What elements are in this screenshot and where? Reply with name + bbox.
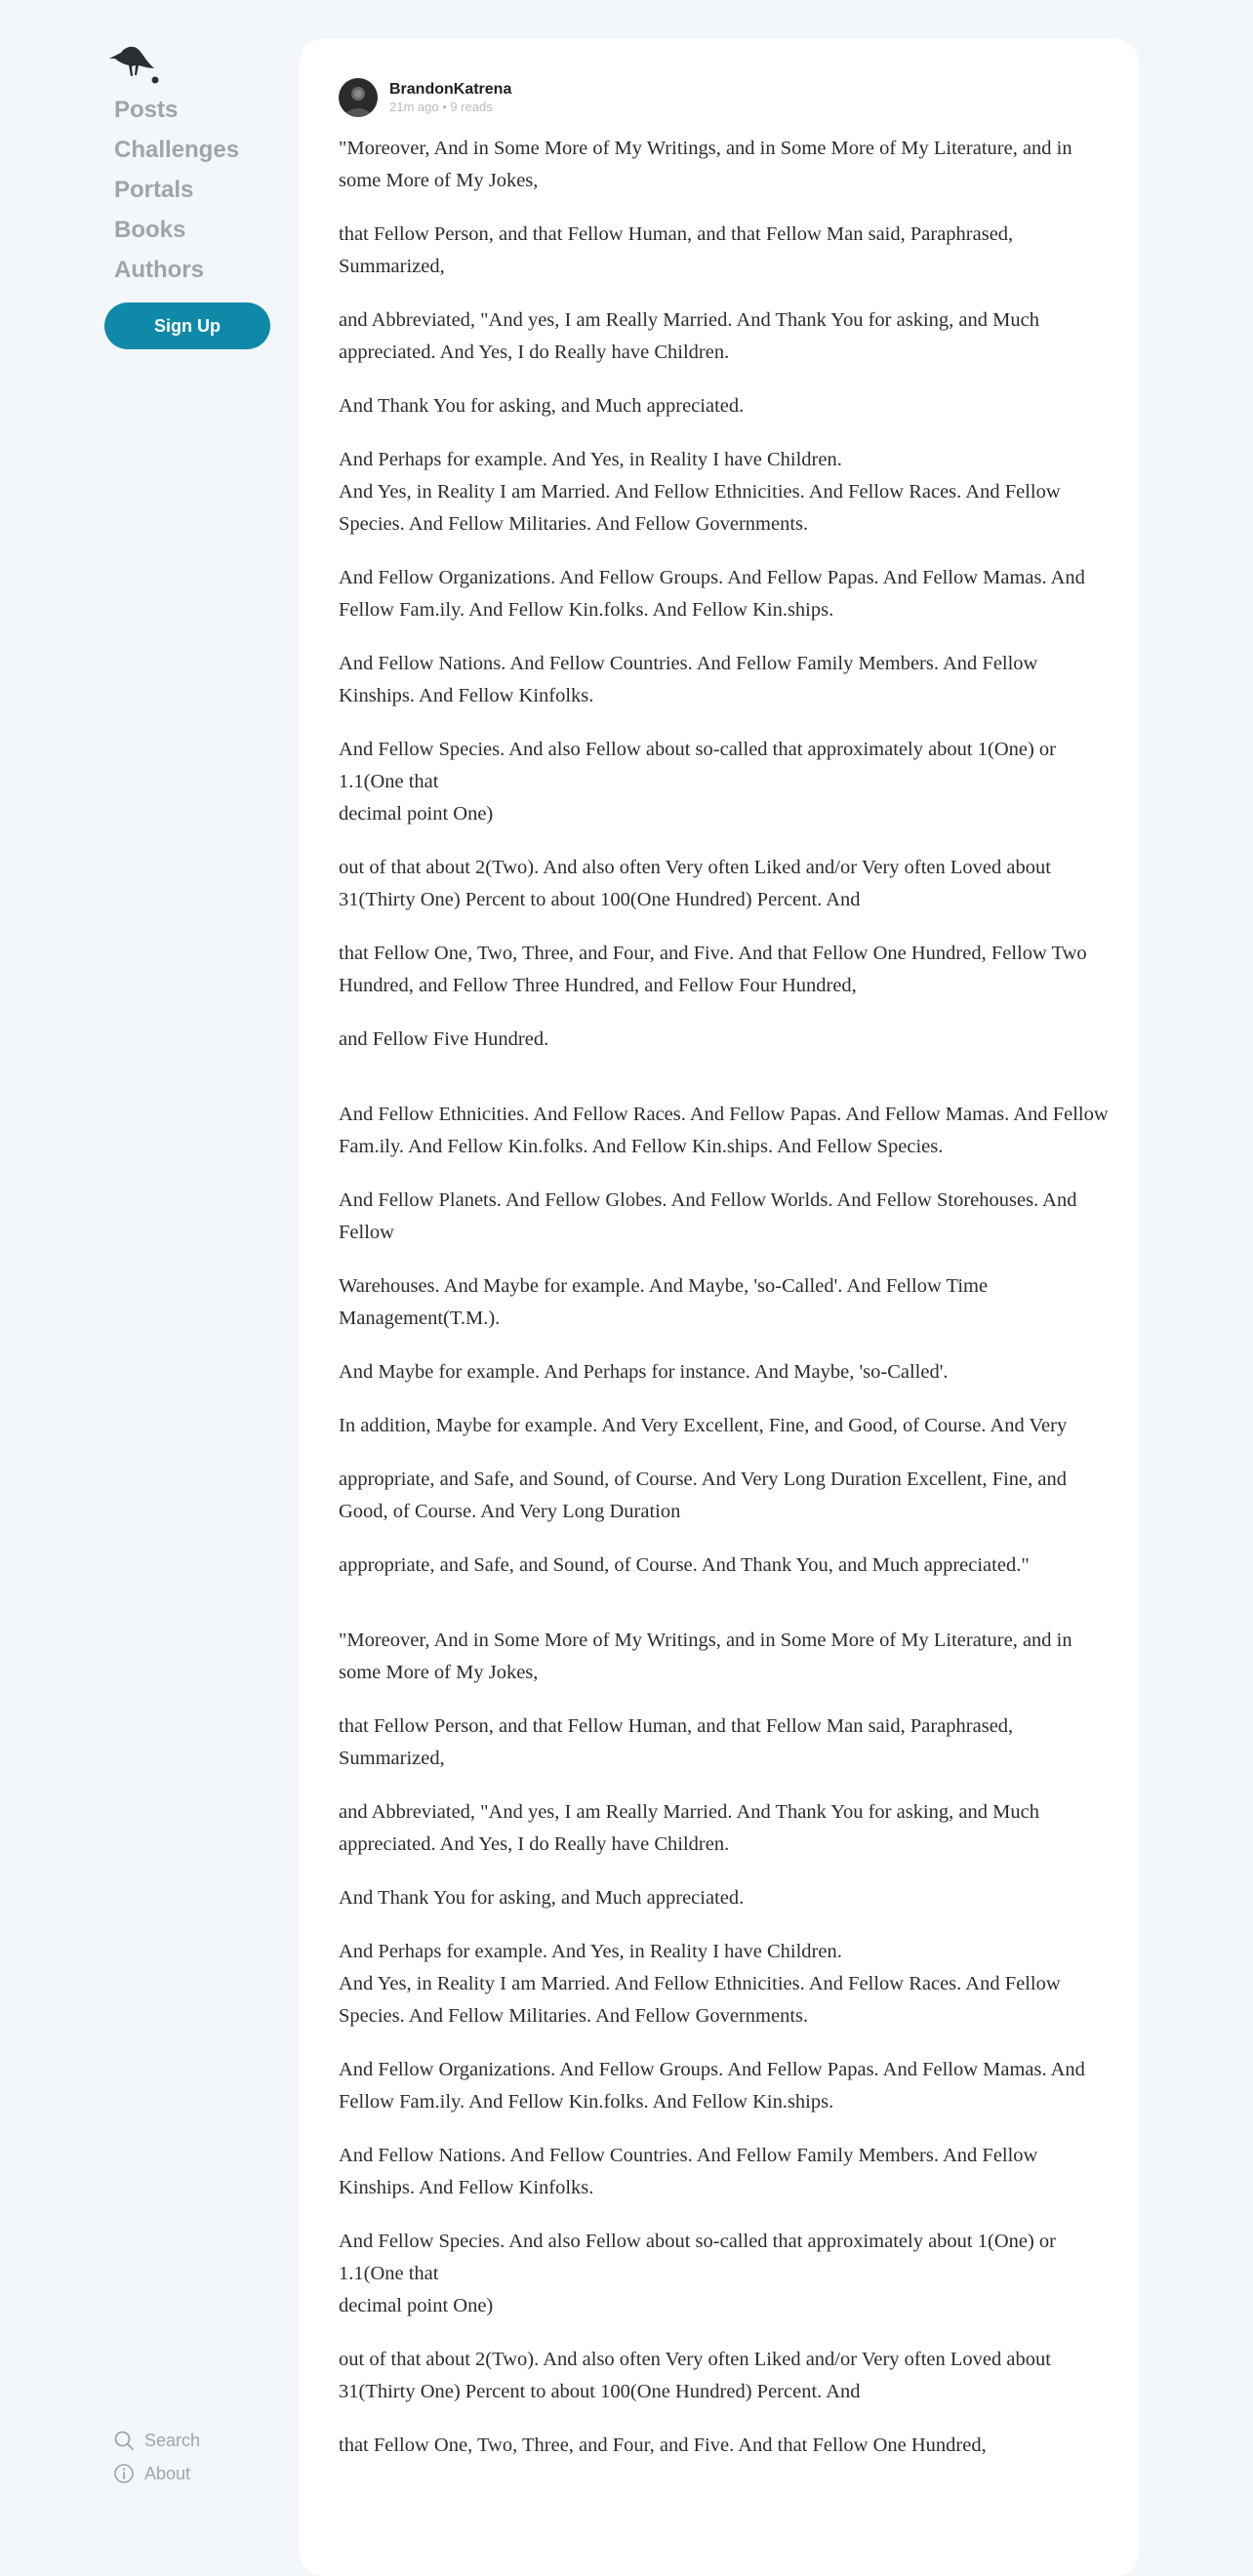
post-card <box>300 39 1139 2576</box>
line: And Fellow Species. And also Fellow about so-called that approximately about 1(One) or 1.1(One that <box>339 739 1056 792</box>
line: decimal point One) <box>339 803 494 825</box>
paragraph: out of that about 2(Two). And also often Very often Liked and/or Very often Loved about 31(Thirty One) Percent to about 100(One Hundred) Percent. And <box>339 857 1051 910</box>
paragraph: that Fellow Person, and that Fellow Human, and that Fellow Man said, Paraphrased, Summarized, <box>339 223 1014 277</box>
about-link[interactable] <box>113 2460 190 2487</box>
post-meta: 21m ago • 9 reads <box>389 100 493 114</box>
paragraph: and Abbreviated, "And yes, I am Really Married. And Thank You for asking, and Much appreciated. And Yes, I do Really have Children. <box>339 309 1039 363</box>
crow-logo-icon[interactable] <box>107 39 162 86</box>
paragraph <box>339 2226 1110 2322</box>
paragraph-spacer <box>339 1077 1110 1099</box>
paragraph: and Fellow Five Hundred. <box>339 1028 549 1050</box>
paragraph: And Fellow Organizations. And Fellow Groups. And Fellow Papas. And Fellow Mamas. And Fellow Fam.ily. And Fellow Kin.folks. And Fellow Kin.ships. <box>339 567 1085 621</box>
paragraph: appropriate, and Safe, and Sound, of Course. And Very Long Duration Excellent, Fine, and Good, of Course. And Very Long Duration <box>339 1469 1067 1522</box>
post-body <box>339 133 1110 2483</box>
paragraph: out of that about 2(Two). And also often Very often Liked and/or Very often Loved about 31(Thirty One) Percent to about 100(One Hundred) Percent. And <box>339 2349 1051 2402</box>
nav-item-books[interactable]: Books <box>114 217 186 243</box>
nav-item-challenges[interactable]: Challenges <box>114 137 240 163</box>
paragraph: that Fellow One, Two, Three, and Four, and Five. And that Fellow One Hundred, <box>339 2435 987 2456</box>
sign-up-button[interactable]: Sign Up <box>104 302 270 349</box>
line: And Perhaps for example. And Yes, in Reality I have Children. <box>339 1941 842 1962</box>
paragraph: Warehouses. And Maybe for example. And Maybe, 'so-Called'. And Fellow Time Management(T.M.). <box>339 1275 989 1329</box>
nav-item-authors[interactable]: Authors <box>114 257 204 283</box>
paragraph: And Fellow Planets. And Fellow Globes. And Fellow Worlds. And Fellow Storehouses. And Fellow <box>339 1189 1077 1243</box>
paragraph <box>339 1936 1110 2033</box>
line: And Perhaps for example. And Yes, in Reality I have Children. <box>339 449 842 470</box>
paragraph: that Fellow Person, and that Fellow Human, and that Fellow Man said, Paraphrased, Summarized, <box>339 1715 1014 1769</box>
nav-item-portals[interactable]: Portals <box>114 177 194 203</box>
info-icon <box>113 2463 135 2484</box>
paragraph: appropriate, and Safe, and Sound, of Course. And Thank You, and Much appreciated." <box>339 1554 1030 1576</box>
paragraph <box>339 734 1110 830</box>
search-icon <box>113 2430 135 2451</box>
paragraph <box>339 444 1110 541</box>
line: And Yes, in Reality I am Married. And Fellow Ethnicities. And Fellow Races. And Fellow Species. And Fellow Militaries. And Fellow Governments. <box>339 481 1061 535</box>
paragraph: "Moreover, And in Some More of My Writings, and in Some More of My Literature, and in some More of My Jokes, <box>339 138 1072 191</box>
paragraph: that Fellow One, Two, Three, and Four, and Five. And that Fellow One Hundred, Fellow Two Hundred, and Fellow Three Hundred, and Fellow Four Hundred, <box>339 943 1087 996</box>
avatar[interactable] <box>339 78 378 117</box>
author-name[interactable]: BrandonKatrena <box>389 81 512 98</box>
paragraph: And Maybe for example. And Perhaps for instance. And Maybe, 'so-Called'. <box>339 1361 949 1383</box>
main-nav <box>114 94 239 294</box>
paragraph: And Fellow Nations. And Fellow Countries. And Fellow Family Members. And Fellow Kinships. And Fellow Kinfolks. <box>339 2145 1038 2198</box>
about-label: About <box>144 2463 191 2483</box>
paragraph: And Fellow Organizations. And Fellow Groups. And Fellow Papas. And Fellow Mamas. And Fellow Fam.ily. And Fellow Kin.folks. And Fellow Kin.ships. <box>339 2059 1085 2113</box>
sidebar <box>0 0 293 2506</box>
search-label: Search <box>144 2430 201 2450</box>
nav-item-posts[interactable]: Posts <box>114 97 179 123</box>
search-link[interactable] <box>113 2427 200 2454</box>
paragraph: "Moreover, And in Some More of My Writings, and in Some More of My Literature, and in some More of My Jokes, <box>339 1630 1072 1683</box>
line: decimal point One) <box>339 2295 494 2316</box>
paragraph: and Abbreviated, "And yes, I am Really Married. And Thank You for asking, and Much appreciated. And Yes, I do Really have Children. <box>339 1801 1039 1855</box>
paragraph: In addition, Maybe for example. And Very Excellent, Fine, and Good, of Course. And Very <box>339 1415 1068 1436</box>
line: And Fellow Species. And also Fellow about so-called that approximately about 1(One) or 1.1(One that <box>339 2231 1056 2284</box>
line: And Yes, in Reality I am Married. And Fellow Ethnicities. And Fellow Races. And Fellow Species. And Fellow Militaries. And Fellow Governments. <box>339 1973 1061 2027</box>
paragraph: And Thank You for asking, and Much appreciated. <box>339 1887 745 1909</box>
paragraph: And Thank You for asking, and Much appreciated. <box>339 395 745 417</box>
paragraph: And Fellow Nations. And Fellow Countries. And Fellow Family Members. And Fellow Kinships. And Fellow Kinfolks. <box>339 653 1038 706</box>
post-author-header <box>339 76 511 119</box>
paragraph: And Fellow Ethnicities. And Fellow Races. And Fellow Papas. And Fellow Mamas. And Fellow Fam.ily. And Fellow Kin.folks. And Fellow Kin.ships. And Fellow Species. <box>339 1104 1109 1157</box>
paragraph-spacer <box>339 1603 1110 1625</box>
